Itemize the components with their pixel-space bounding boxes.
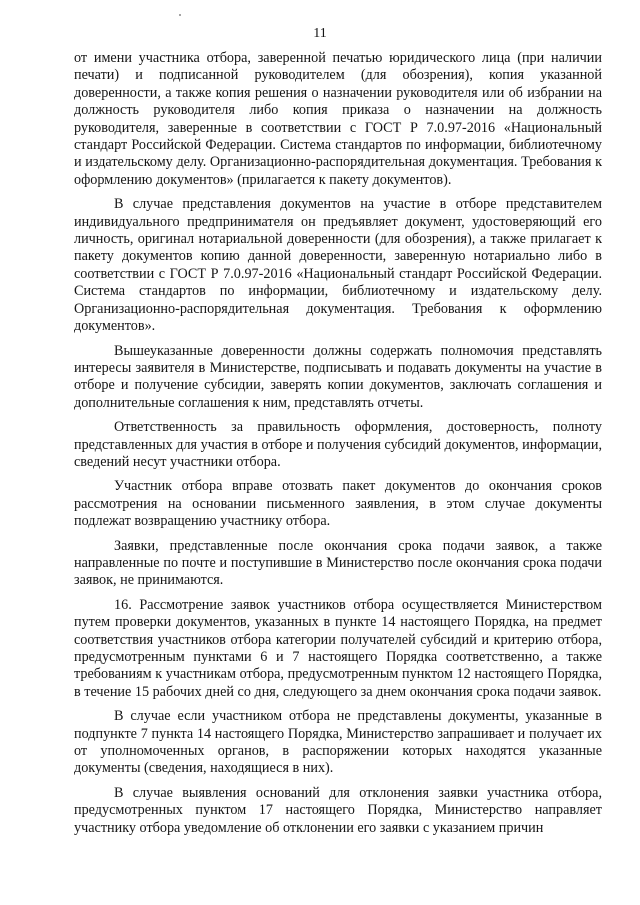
paragraph: Ответственность за правильность оформления, достоверность, полноту представленных для участия в отборе и получения субсидий документов, информации, сведений несут участники отбора. — [74, 419, 602, 470]
paragraph: от имени участника отбора, заверенной печатью юридического лица (при наличии печати) и подписанной руководителем (для обозрения), копия указанной доверенности, а также копия решения о назначении руководителя или об избрании на должность руководителя либо копия приказа о назначении на должность руководителя, заверенные в соответствии с ГОСТ Р 7.0.97-2016 «Национальный стандарт Российской Федерации. Система стандартов по информации, библиотечному и издательскому делу. Организационно-распорядительная документация. Требования к оформлению документов» (прилагается к пакету документов). — [74, 50, 602, 188]
paragraph: Вышеуказанные доверенности должны содержать полномочия представлять интересы заявителя в Министерстве, подписывать и подавать документы на участие в отборе и получение субсидии, заверять копии документов, заключать соглашения и дополнительные соглашения к ним, представлять отчеты. — [74, 342, 602, 411]
page-number: 11 — [313, 26, 327, 41]
paragraph: В случае представления документов на участие в отборе представителем индивидуального предпринимателя он предъявляет документ, удостоверяющий его личность, оригинал нотариальной доверенности (для обозрения), а также прилагает к пакету документов копию данной доверенности, заверенную нотариально либо в соответствии с ГОСТ Р 7.0.97-2016 «Национальный стандарт Российской Федерации. Система стандартов по информации, библиотечному и издательскому делу. Организационно-распорядительная документация. Требования к оформлению документов». — [74, 196, 602, 335]
paragraph: Заявки, представленные после окончания срока подачи заявок, а также направленные по почте и поступившие в Министерство после окончания срока подачи заявок, не принимаются. — [74, 537, 602, 589]
paragraph: В случае если участником отбора не представлены документы, указанные в подпункте 7 пункта 14 настоящего Порядка, Министерство запрашивает и получает их от уполномоченных органов, в распоряжении которых находятся указанные документы (сведения, находящиеся в них). — [74, 708, 602, 777]
paragraph: 16. Рассмотрение заявок участников отбора осуществляется Министерством путем проверки документов, указанных в пункте 14 настоящего Порядка, на предмет соответствия участников отбора категории получателей субсидий и критерию отбора, предусмотренным пунктами 6 и 7 настоящего Порядка соответственно, а также требованиям к участникам отбора, предусмотренным пунктом 12 настоящего Порядка, в течение 15 рабочих дней со дня, следующего за днем окончания срока подачи заявок. — [74, 596, 602, 700]
scan-speck — [179, 14, 181, 16]
paragraph: В случае выявления оснований для отклонения заявки участника отбора, предусмотренных пунктом 17 настоящего Порядка, Министерство направляет участнику отбора уведомление об отклонении его заявки с указанием причин — [74, 784, 602, 836]
document-body — [74, 50, 602, 844]
paragraph: Участник отбора вправе отозвать пакет документов до окончания сроков рассмотрения на основании письменного заявления, в этом случае документы подлежат возвращению участнику отбора. — [74, 478, 602, 530]
